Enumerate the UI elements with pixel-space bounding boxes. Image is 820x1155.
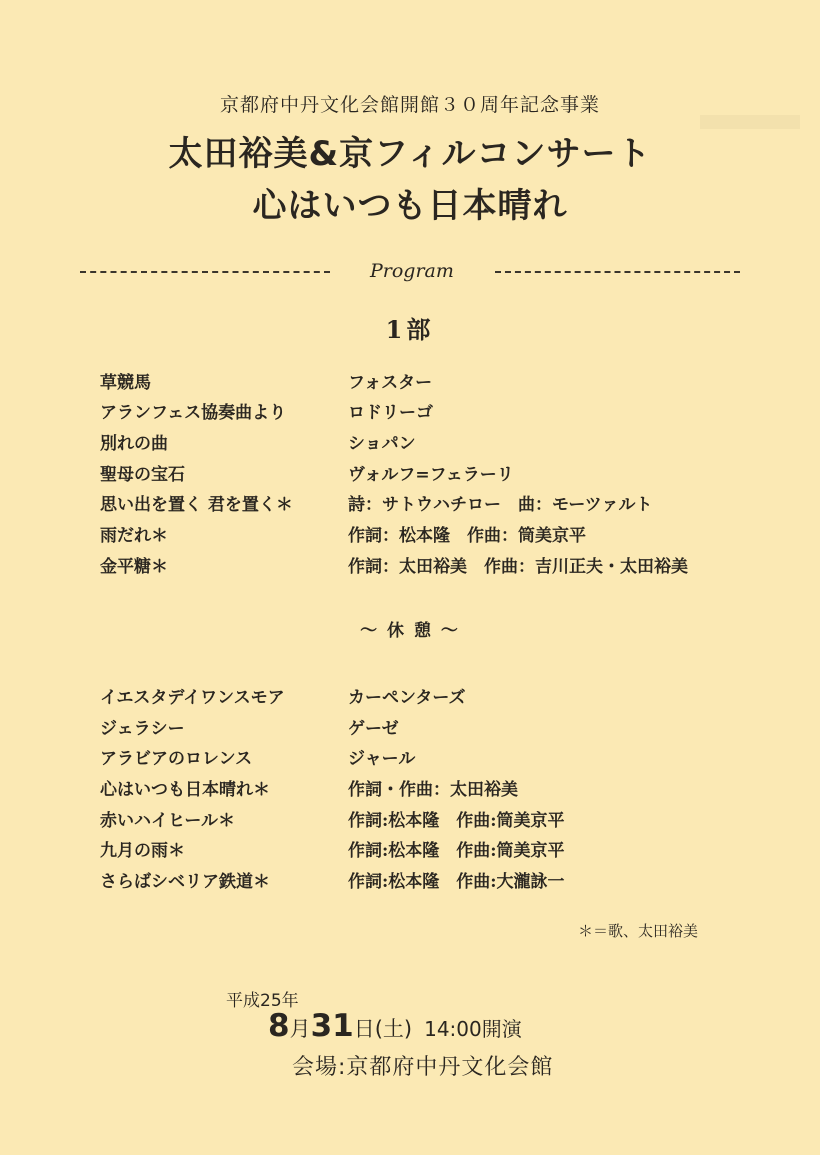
program-row <box>0 836 820 866</box>
composer: 作詞・作曲：太田裕美 <box>348 780 518 800</box>
program-row <box>0 806 820 836</box>
song-title: 別れの曲 <box>100 434 168 454</box>
composer: ショパン <box>348 434 416 454</box>
intermission-label: ～ 休 憩 ～ <box>360 621 460 641</box>
program-row <box>0 714 820 744</box>
date-day-unit: 日 <box>353 1017 375 1041</box>
event-subtitle: 京都府中丹文化会館開館３０周年記念事業 <box>219 94 600 116</box>
part1-heading: 1部 <box>385 315 435 344</box>
concert-tagline: 心はいつも日本晴れ <box>252 186 568 226</box>
start-time: 14:00開演 <box>424 1017 522 1041</box>
vocal-note: ＊＝歌、太田裕美 <box>578 922 699 940</box>
program-row <box>0 490 820 520</box>
divider-right <box>495 271 740 273</box>
song-title: 草競馬 <box>100 373 151 393</box>
composer: 作詞:松本隆 作曲:筒美京平 <box>348 841 565 861</box>
concert-date <box>268 1008 522 1044</box>
date-month: 8 <box>268 1008 290 1044</box>
program-row <box>0 683 820 713</box>
song-title: 雨だれ＊ <box>100 526 168 546</box>
program-row <box>0 775 820 805</box>
composer: カーペンターズ <box>348 688 466 708</box>
program-row <box>0 552 820 582</box>
composer: ゲーゼ <box>348 719 399 739</box>
composer: 詩：サトウハチロー 曲：モーツァルト <box>348 495 653 515</box>
date-weekday: (土) <box>374 1017 413 1041</box>
era-year: 平成25年 <box>226 991 299 1011</box>
composer: 作詞:松本隆 作曲:筒美京平 <box>348 811 565 831</box>
composer: ロドリーゴ <box>348 403 433 423</box>
composer: ヴォルフ=フェラーリ <box>348 465 514 485</box>
program-row <box>0 521 820 551</box>
song-title: アランフェス協奏曲より <box>100 403 287 423</box>
program-row <box>0 398 820 428</box>
song-title: 金平糖＊ <box>100 557 168 577</box>
composer: 作詞：松本隆 作曲：筒美京平 <box>348 526 586 546</box>
song-title: ジェラシー <box>100 719 185 739</box>
song-title: 心はいつも日本晴れ＊ <box>100 780 270 800</box>
composer: ジャール <box>348 749 416 769</box>
date-month-unit: 月 <box>289 1017 311 1041</box>
program-row <box>0 368 820 398</box>
program-divider <box>80 260 740 284</box>
song-title: 思い出を置く 君を置く＊ <box>100 495 293 515</box>
program-label: Program <box>370 260 454 282</box>
composer: 作詞：太田裕美 作曲：吉川正夫・太田裕美 <box>348 557 688 577</box>
program-row <box>0 429 820 459</box>
composer: フォスター <box>348 373 433 393</box>
divider-left <box>80 271 330 273</box>
concert-title: 太田裕美&京フィルコンサート <box>168 134 652 174</box>
program-row <box>0 867 820 897</box>
song-title: 九月の雨＊ <box>100 841 185 861</box>
composer: 作詞:松本隆 作曲:大瀧詠一 <box>348 872 565 892</box>
song-title: 赤いハイヒール＊ <box>100 811 235 831</box>
song-title: イエスタデイワンスモア <box>100 688 285 708</box>
song-title: さらばシベリア鉄道＊ <box>100 872 270 892</box>
program-row <box>0 744 820 774</box>
song-title: アラビアのロレンス <box>100 749 253 769</box>
program-row <box>0 460 820 490</box>
venue: 会場:京都府中丹文化会館 <box>292 1055 554 1080</box>
song-title: 聖母の宝石 <box>100 465 185 485</box>
date-day: 31 <box>310 1008 354 1044</box>
